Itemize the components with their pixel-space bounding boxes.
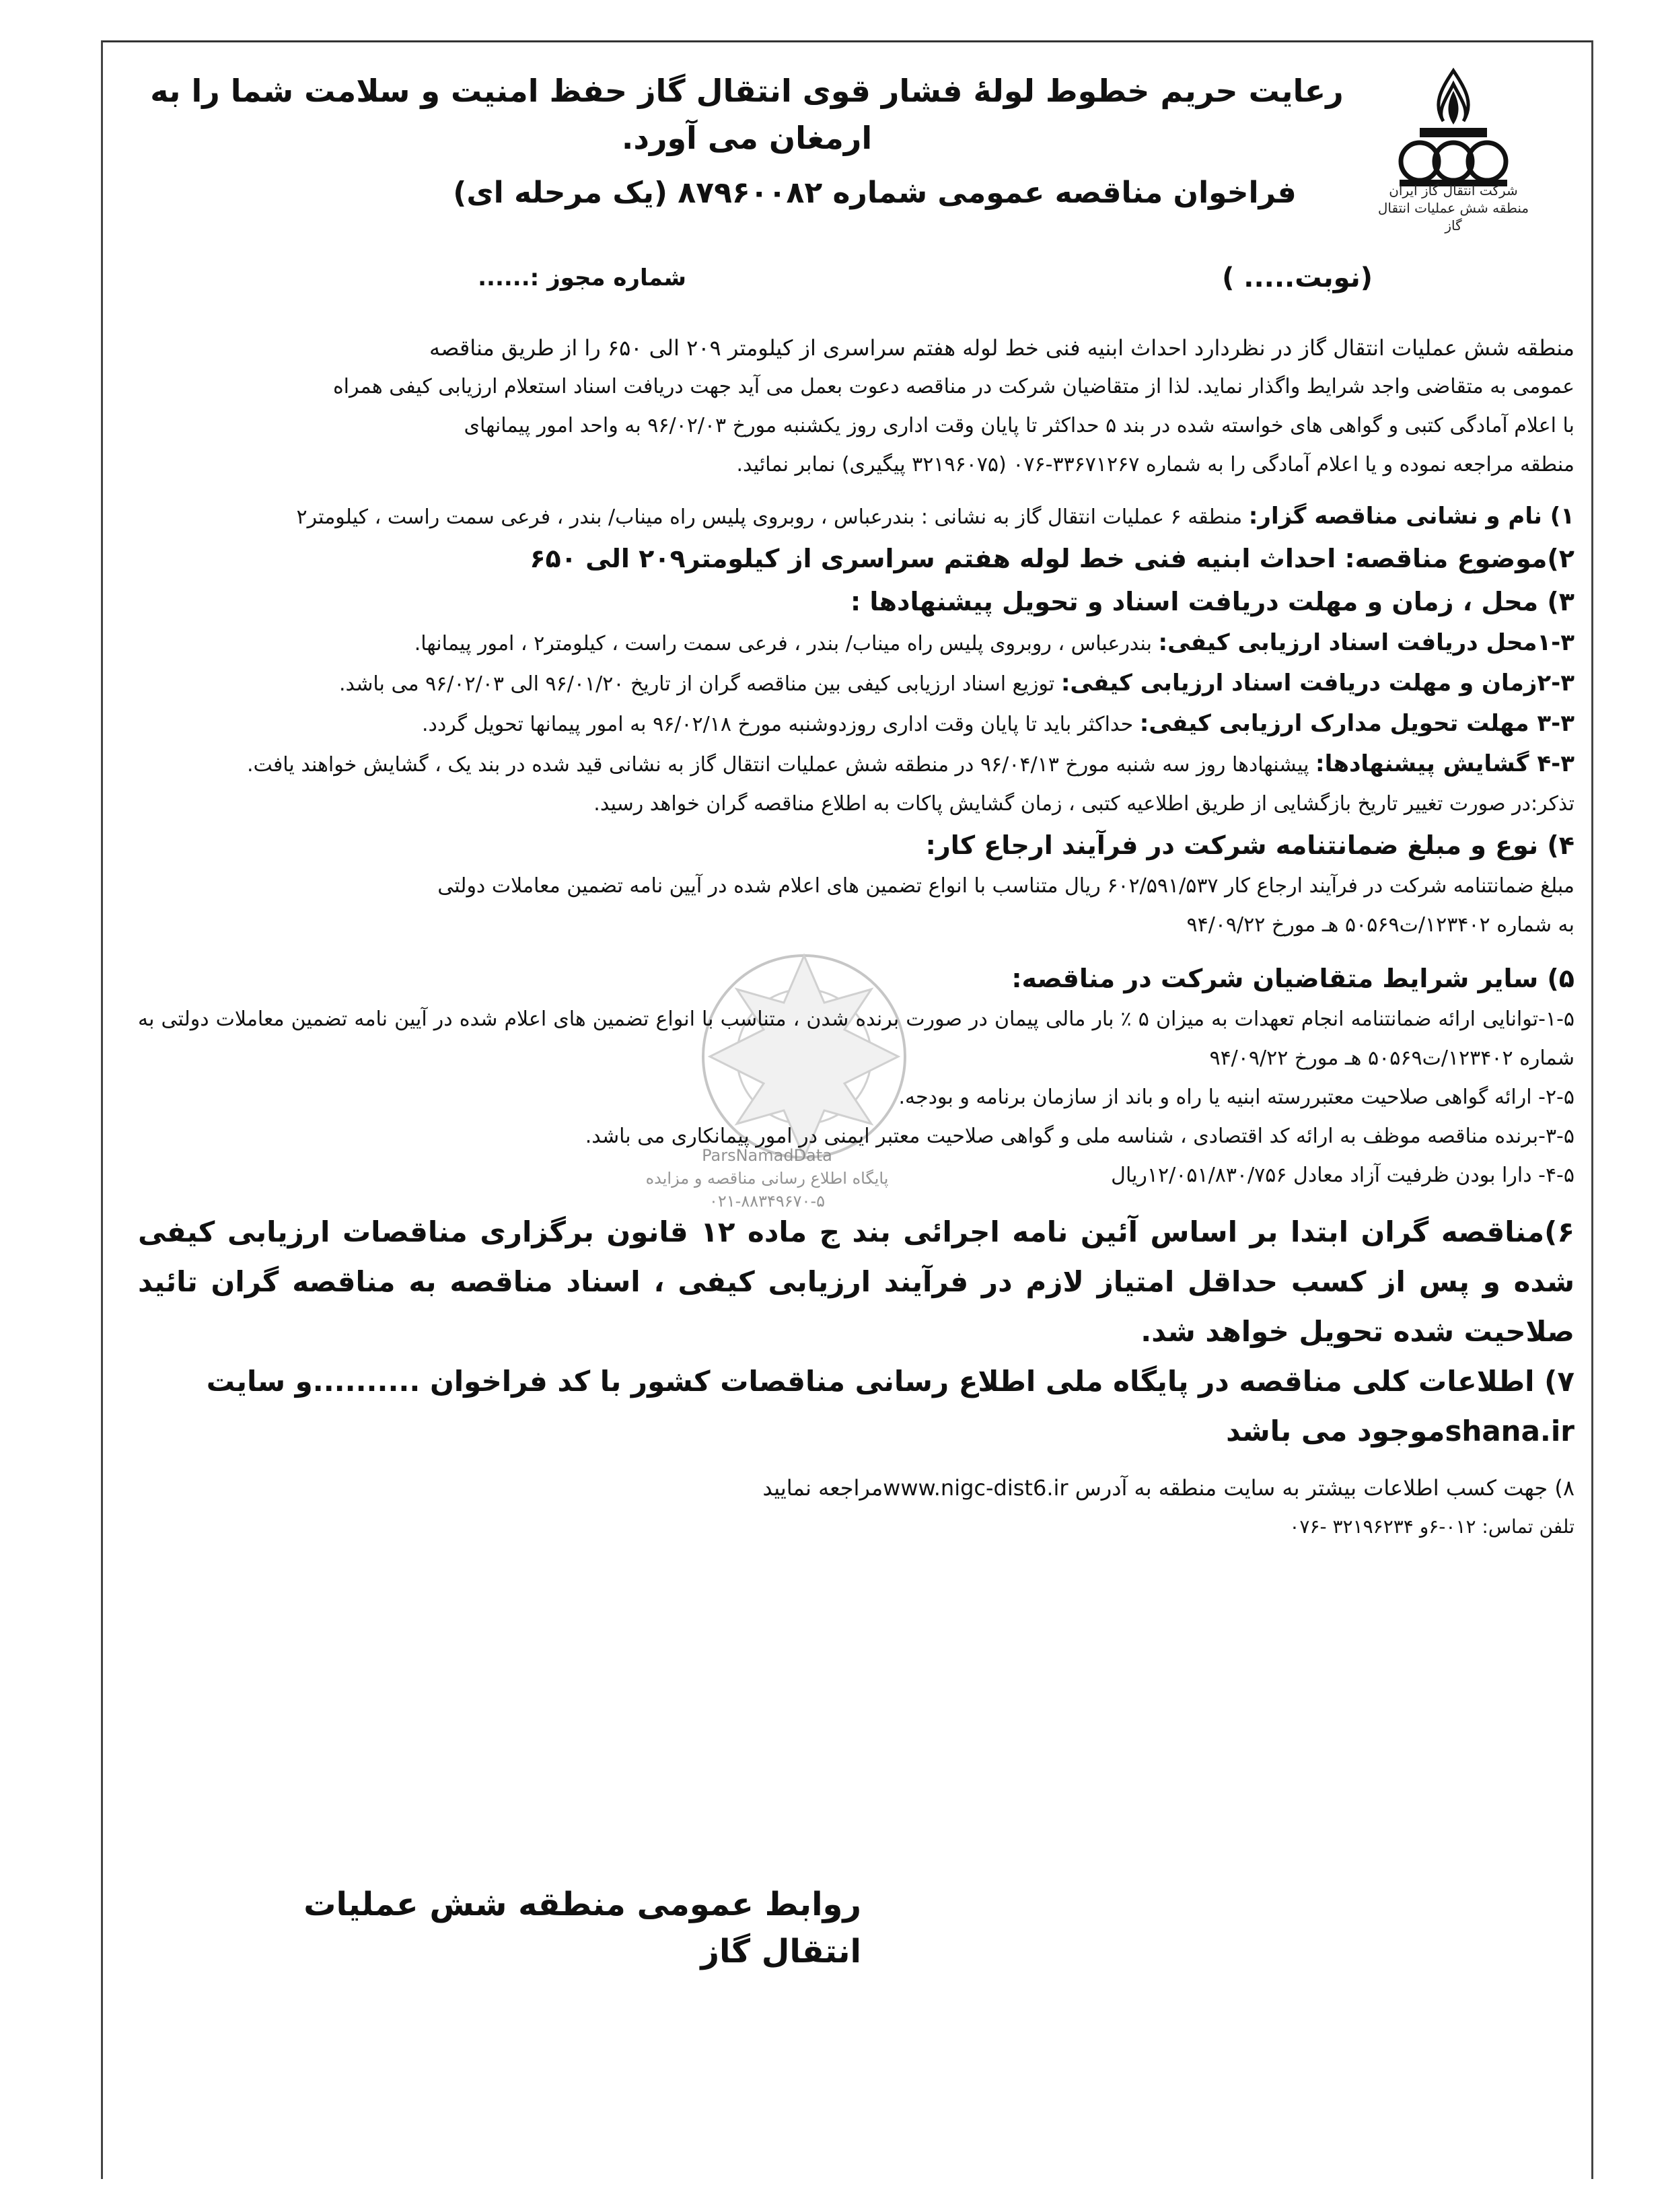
section-5-item: ۳-۵-برنده مناقصه موظف به ارائه کد اقتصادی ، شناسه ملی و گواهی صلاحیت معتبر ایمنی در امور پیمانکاری می باشد. [585, 1125, 1574, 1148]
section-5-item: ۲-۵- ارائه گواهی صلاحیت معتبررسته ابنیه یا راه و باند از سازمان برنامه و بودجه. [898, 1085, 1574, 1109]
watermark-brand: ParsNamadData [702, 1146, 832, 1165]
intro-line: منطقه مراجعه نموده و یا اعلام آمادگی را به شماره ۳۳۶۷۱۲۶۷-۰۷۶ (۳۲۱۹۶۰۷۵ پیگیری) نمابر نمائید. [736, 453, 1574, 476]
round-number: (نوبت..... ) [1222, 262, 1373, 293]
notice-title: فراخوان مناقصه عمومی شماره ۸۷۹۶۰۰۸۲ (یک مرحله ای) [453, 176, 1297, 210]
section-1-text: منطقه ۶ عملیات انتقال گاز به نشانی : بندرعباس ، روبروی پلیس راه میناب/ بندر ، فرعی سمت راست ، کیلومتر۲ [296, 505, 1243, 529]
section-3-item [138, 704, 1574, 744]
item-text: حداکثر باید تا پایان وقت اداری روزدوشنبه مورخ ۹۶/۰۲/۱۸ به امور پیمانها تحویل گردد. [421, 713, 1134, 736]
section-4-line: مبلغ ضمانتنامه شرکت در فرآیند ارجاع کار ۶۰۲/۵۹۱/۵۳۷ ریال متناسب با انواع تضمین های اعلام شده در آیین نامه تضمین معاملات دولتی [437, 874, 1574, 898]
item-label: ۲-۳زمان و مهلت دریافت اسناد ارزیابی کیفی: [1060, 670, 1574, 697]
notice-body [138, 328, 1574, 1546]
intro-line: منطقه شش عملیات انتقال گاز در نظردارد احداث ابنیه فنی خط لوله هفتم سراسری از کیلومتر ۲۰۹ الی ۶۵۰ را از طریق مناقصه [429, 335, 1574, 361]
section-3-note: تذکر:در صورت تغییر تاریخ بازگشایی از طریق اطلاعیه کتبی ، زمان گشایش پاکات به اطلاع مناقصه گران خواهد رسید. [593, 792, 1574, 816]
section-5-item: ۴-۵- دارا بودن ظرفیت آزاد معادل ۱۲/۰۵۱/۸۳۰/۷۵۶ریال [1111, 1164, 1574, 1187]
section-5-title: ۵) سایر شرایط متقاضیان شرکت در مناقصه: [1011, 964, 1574, 993]
safety-slogan: رعایت حریم خطوط لولهٔ فشار قوی انتقال گاز حفظ امنیت و سلامت شما را به ارمغان می آورد. [150, 73, 1344, 156]
intro-line: عمومی به متقاضی واجد شرایط واگذار نماید. لذا از متقاضیان شرکت در مناقصه دعوت بعمل می آید جهت دریافت اسناد استعلام ارزیابی کیفی همراه [332, 375, 1574, 398]
section-4-line: به شماره ۱۲۳۴۰۲/ت۵۰۵۶۹ هـ مورخ ۹۴/۰۹/۲۲ [1186, 913, 1574, 937]
item-label: ۳-۳ مهلت تحویل مدارک ارزیابی کیفی: [1139, 710, 1574, 737]
section-8-text: ۸) جهت کسب اطلاعات بیشتر به سایت منطقه به آدرس www.nigc-dist6.irمراجعه نمایید [762, 1475, 1574, 1501]
section-3-item [138, 664, 1574, 704]
item-text: توزیع اسناد ارزیابی کیفی بین مناقصه گران از تاریخ ۹۶/۰۱/۲۰ الی ۹۶/۰۲/۰۳ می باشد. [339, 672, 1055, 696]
section-4-title: ۴) نوع و مبلغ ضمانتنامه شرکت در فرآیند ارجاع کار: [925, 830, 1574, 860]
section-3-item [138, 744, 1574, 785]
section-7-site: shana.irموجود می باشد [1226, 1415, 1574, 1448]
contact-phone: تلفن تماس: ۰۱۲-۶و ۳۲۱۹۶۲۳۴ -۰۷۶ [1289, 1515, 1574, 1538]
section-8 [138, 1468, 1574, 1507]
section-3-item [138, 623, 1574, 664]
watermark-desc: پایگاه اطلاع رسانی مناقصه و مزایده [645, 1169, 889, 1188]
intro-paragraph [138, 328, 1574, 485]
item-text: پیشنهادها روز سه شنبه مورخ ۹۶/۰۴/۱۳ در منطقه شش عملیات انتقال گاز به نشانی قید شده در بند یک ، گشایش خواهند یافت. [246, 753, 1309, 777]
intro-line: با اعلام آمادگی کتبی و گواهی های خواسته شده در بند ۵ حداکثر تا پایان وقت اداری روز یکشنبه مورخ ۹۶/۰۲/۰۳ به واحد امور پیمانهای [464, 414, 1574, 437]
section-1-label: ۱) نام و نشانی مناقصه گزار: [1248, 503, 1574, 530]
section-7: ۷) اطلاعات کلی مناقصه در پایگاه ملی اطلاع رسانی مناقصات کشور با کد فراخوان ..........و سایت [206, 1365, 1574, 1398]
item-label: ۴-۳ گشایش پیشنهادها: [1315, 750, 1574, 777]
item-label: ۱-۳محل دریافت اسناد ارزیابی کیفی: [1158, 629, 1574, 656]
section-6: ۶)مناقصه گران ابتدا بر اساس آئین نامه اجرائی بند ج ماده ۱۲ قانون برگزاری مناقصات ارزیابی کیفی شده و پس از کسب حداقل امتیاز لازم در فرآیند ارزیابی کیفی ، اسناد مناقصه به مناقصه گران تائید صلاحیت شده تحویل خواهد شد. [138, 1215, 1574, 1348]
signature-footer: روابط عمومی منطقه شش عملیات انتقال گاز [303, 1886, 861, 1970]
permit-number: شماره مجوز :...... [478, 264, 686, 291]
section-1 [138, 497, 1574, 537]
section-3-title: ۳) محل ، زمان و مهلت دریافت اسناد و تحویل پیشنهادها : [850, 587, 1574, 616]
section-2: ۲)موضوع مناقصه: احداث ابنیه فنی خط لوله هفتم سراسری از کیلومتر۲۰۹ الی ۶۵۰ [530, 544, 1574, 573]
section-5-item: ۱-۵-توانایی ارائه ضمانتنامه انجام تعهدات به میزان ۵ ٪ بار مالی پیمان در صورت برنده شدن ، متناسب با انواع تضمین های اعلام شده در آیین نامه تضمین معاملات دولتی به شماره ۱۲۳۴۰۲/ت۵۰۵۶۹ هـ مورخ ۹۴/۰۹/۲۲ [138, 1007, 1575, 1070]
item-text: بندرعباس ، روبروی پلیس راه میناب/ بندر ، فرعی سمت راست ، کیلومتر۲ ، امور پیمانها. [414, 632, 1152, 655]
watermark-phone: ۰۲۱-۸۸۳۴۹۶۷۰-۵ [709, 1192, 825, 1211]
logo-caption: شرکت انتقال گاز ایران منطقه شش عملیات انتقال گاز [1377, 182, 1529, 234]
